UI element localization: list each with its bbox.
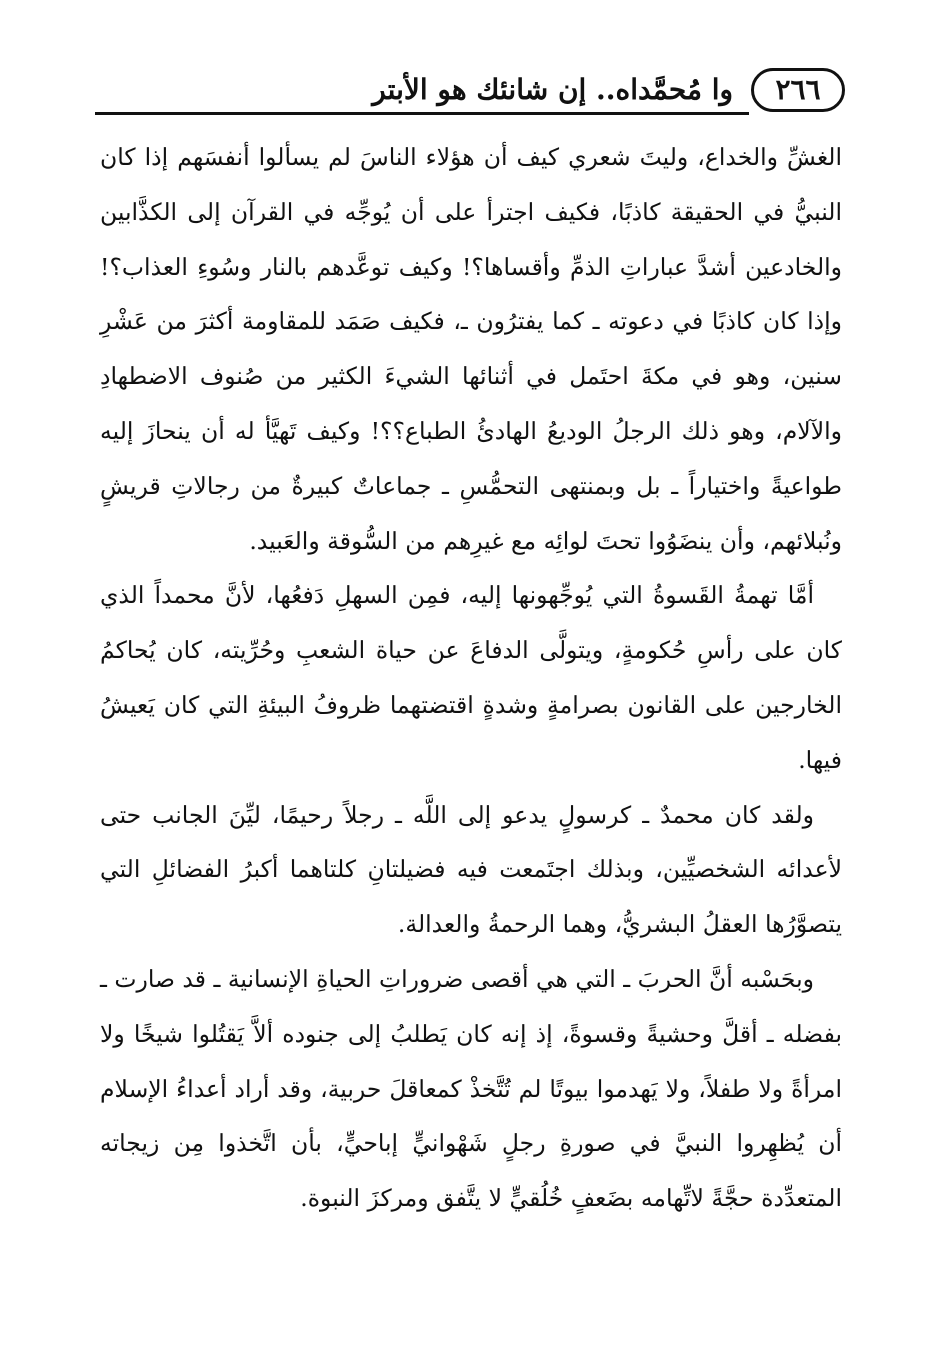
paragraph: أمَّا تهمةُ القَسوةُ التي يُوجِّهونها إليه، فمِن السهلِ دَفعُها، لأنَّ محمداً الذي كان على رأسِ حُكومةٍ، ويتولَّى الدفاعَ عن حياة الشعبِ وحُرِّيته، كان يُحاكمُ الخارجين على القانون بصرامةٍ وشدةٍ اقتضتهما ظروفُ البيئةِ التي كان يَعيشُ فيها.: [100, 581, 842, 774]
paragraph: الغشِّ والخداع، وليتَ شعري كيف أن هؤلاء الناسَ لم يسألوا أنفسَهم إذا كان النبيُّ في الحقيقة كاذبًا، فكيف اجترأ على أن يُوجِّه في القرآن إلى الكذَّابين والخادعين أشدَّ عباراتِ الذمِّ وأقساها؟! وكيف توعَّدهم بالنار وسُوءِ العذاب؟! وإذا كان كاذبًا في دعوته ـ كما يفترُون ـ، فكيف صَمَد للمقاومة أكثرَ من عَشْرِ سنين، وهو في مكةَ احتَمل في أثنائها الشيءَ الكثير من صُنوف الاضطهادِ والآلام، وهو ذلك الرجلُ الوديعُ الهادئُ الطباع؟؟! وكيف تَهيَّأ له أن ينحازَ إليه طواعيةً واختياراً ـ بل وبمنتهى التحمُّسِ ـ جماعاتٌ كبيرةٌ من رجالاتِ قريشٍ ونُبلائهم، وأن ينضَوُوا تحتَ لوائِه مع غيرِهم من السُّوقة والعَبيد.: [100, 143, 842, 555]
body-text: [100, 130, 842, 1226]
header-rule: [95, 112, 749, 115]
paragraph: وبحَسْبه أنَّ الحربَ ـ التي هي أقصى ضروراتِ الحياةِ الإنسانية ـ قد صارت ـ بفضله ـ أقلَّ وحشيةً وقسوةً، إذ إنه كان يَطلبُ إلى جنوده ألاَّ يَقتُلوا شيخًا ولا امرأةً ولا طفلاً، ولا يَهدموا بيوتًا لم تُتَّخذْ كمعاقلَ حربية، وقد أراد أعداءُ الإسلام أن يُظهِروا النبيَّ في صورةِ رجلٍ شَهْوانيٍّ إباحيٍّ، بأن اتَّخذوا مِن زيجاته المتعدِّدة حجَّةً لاتِّهامه بضَعفٍ خُلُقيٍّ لا يتَّفق ومركزَ النبوة.: [100, 964, 842, 1213]
paragraph: ولقد كان محمدٌ ـ كرسولٍ يدعو إلى اللَّه ـ رجلاً رحيمًا، ليِّنَ الجانب حتى لأعدائه الشخصيِّين، وبذلك اجتَمعت فيه فضيلتانِ كلتاهما أكبرُ الفضائلِ التي يتصوَّرُها العقلُ البشريُّ، وهما الرحمةُ والعدالة.: [100, 800, 842, 939]
running-title: وا مُحمَّداه.. إن شانئك هو الأبتر: [372, 73, 733, 106]
page-header: [95, 62, 845, 118]
page-number: ٢٦٦: [751, 68, 845, 112]
